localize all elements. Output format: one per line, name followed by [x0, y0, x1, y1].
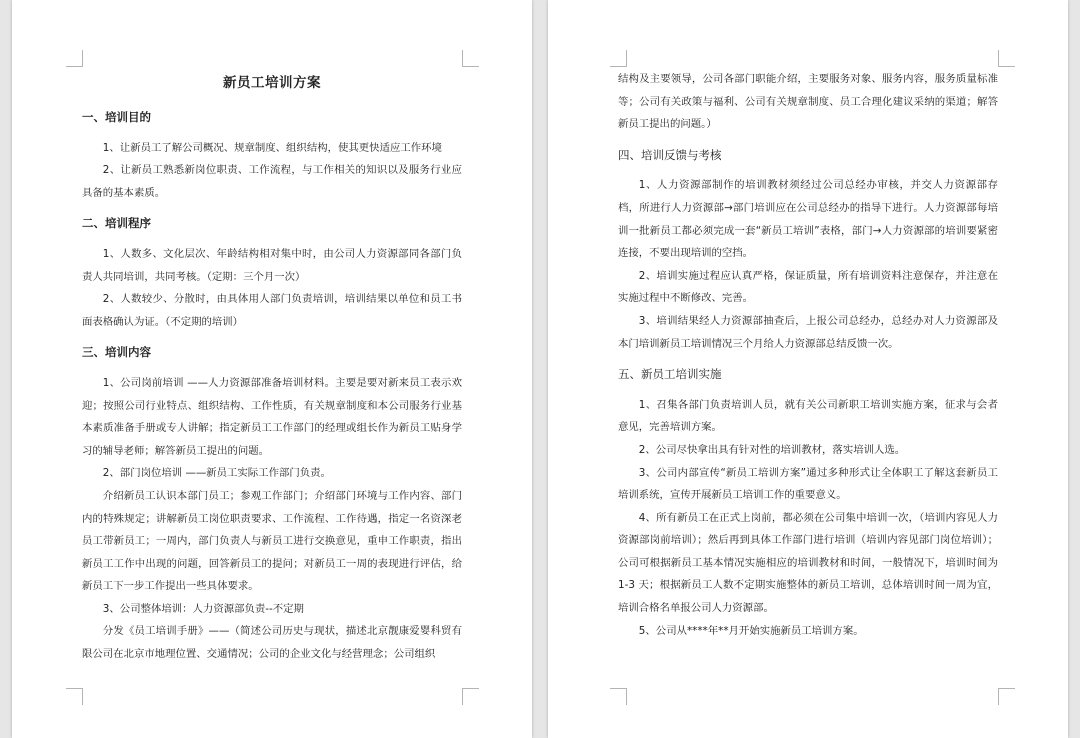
left-page-body — [82, 106, 462, 666]
document-page-left — [12, 0, 532, 738]
section-heading: 五、新员工培训实施 — [618, 367, 722, 382]
crop-mark — [462, 688, 479, 705]
paragraph: 2、公司尽快拿出具有针对性的培训教材，落实培训人选。 — [638, 443, 906, 456]
paragraph: 1、让新员工了解公司概况、规章制度、组织结构，使其更快适应工作环境 — [102, 141, 442, 154]
paragraph: 1、人力资源部制作的培训教材须经过公司总经办审核，并交人力资源部存档，所进行人力资源部→部门培训应在公司总经办的指导下进行。人力资源部每培训一批新员工都必须完成一套“新员工培训”表格，部门→人力资源部的培训要紧密连接，不要出现培训的空挡。 — [618, 179, 998, 260]
paragraph: 3、公司内部宣传“新员工培训方案”通过多种形式让全体职工了解这套新员工培训系统，宣传开展新员工培训工作的重要意义。 — [618, 466, 998, 502]
paragraph: 4、所有新员工在正式上岗前，都必须在公司集中培训一次，（培训内容见人力资源部岗前培训）；然后再到具体工作部门进行培训（培训内容见部门岗位培训）；公司可根据新员工基本情况实施相应的培训教材和时间，一般情况下，培训时间为 1-3 天；根据新员工人数不定期实施整体的新员工培训，总体培训时间一周为宜，培训合格名单报公司人力资源部。 — [618, 511, 998, 615]
section-heading: 一、培训目的 — [82, 110, 151, 124]
document-title: 新员工培训方案 — [223, 75, 321, 91]
crop-mark — [998, 688, 1015, 705]
paragraph: 1、公司岗前培训 ——人力资源部准备培训材料。主要是要对新来员工表示欢迎；按照公司行业特点、组织结构、工作性质，有关规章制度和本公司服务行业基本素质准备手册或专人讲解；指定新员工工作部门的经理或组长作为新员工贴身学习的辅导老师；解答新员工提出的问题。 — [82, 376, 462, 457]
paragraph: 2、人数较少、分散时，由具体用人部门负责培训，培训结果以单位和员工书面表格确认为证。（不定期的培训） — [82, 293, 462, 328]
paragraph: 1、人数多、文化层次、年龄结构相对集中时，由公司人力资源部同各部门负责人共同培训，共同考核。（定期：三个月一次） — [82, 247, 462, 283]
crop-mark — [998, 50, 1015, 67]
page-content-left — [82, 68, 462, 666]
paragraph: 2、培训实施过程应认真严格，保证质量，所有培训资料注意保存，并注意在实施过程中不断修改、完善。 — [618, 269, 998, 305]
right-page-body — [618, 68, 998, 642]
crop-mark — [66, 50, 83, 67]
crop-mark — [610, 50, 627, 67]
paragraph: 结构及主要领导，公司各部门职能介绍，主要服务对象、服务内容，服务质量标准等；公司有关政策与福利、公司有关规章制度、员工合理化建议采纳的渠道；解答新员工提出的问题。） — [618, 73, 998, 131]
paragraph: 5、公司从****年**月开始实施新员工培训方案。 — [638, 624, 864, 637]
section-heading: 二、培训程序 — [82, 216, 151, 231]
paragraph: 3、培训结果经人力资源部抽查后，上报公司总经办，总经办对人力资源部及本门培训新员工培训情况三个月给人力资源部总结反馈一次。 — [618, 314, 998, 350]
crop-mark — [610, 688, 627, 705]
page-content-right — [618, 68, 998, 642]
document-page-right — [548, 0, 1068, 738]
paragraph: 2、部门岗位培训 ——新员工实际工作部门负责。 — [102, 467, 331, 480]
section-heading: 三、培训内容 — [82, 345, 151, 360]
paragraph: 分发《员工培训手册》——（简述公司历史与现状，描述北京靓康爱婴科贸有限公司在北京市地理位置、交通情况；公司的企业文化与经营理念；公司组织 — [82, 625, 462, 661]
paragraph: 3、公司整体培训：人力资源部负责--不定期 — [102, 602, 304, 615]
paragraph: 1、召集各部门负责培训人员，就有关公司新职工培训实施方案，征求与会者意见，完善培训方案。 — [618, 398, 998, 434]
paragraph: 2、让新员工熟悉新岗位职责、工作流程，与工作相关的知识以及服务行业应具备的基本素质。 — [82, 164, 462, 199]
section-heading: 四、培训反馈与考核 — [618, 147, 722, 162]
paragraph: 介绍新员工认识本部门员工；参观工作部门；介绍部门环境与工作内容、部门内的特殊规定；讲解新员工岗位职责要求、工作流程、工作待遇，指定一名资深老员工带新员工；一周内，部门负责人与新员工进行交换意见，重申工作职责，指出新员工工作中出现的问题，回答新员工的提问；对新员工一周的表现进行评估，给新员工下一步工作提出一些具体要求。 — [82, 489, 462, 593]
crop-mark — [66, 688, 83, 705]
crop-mark — [462, 50, 479, 67]
